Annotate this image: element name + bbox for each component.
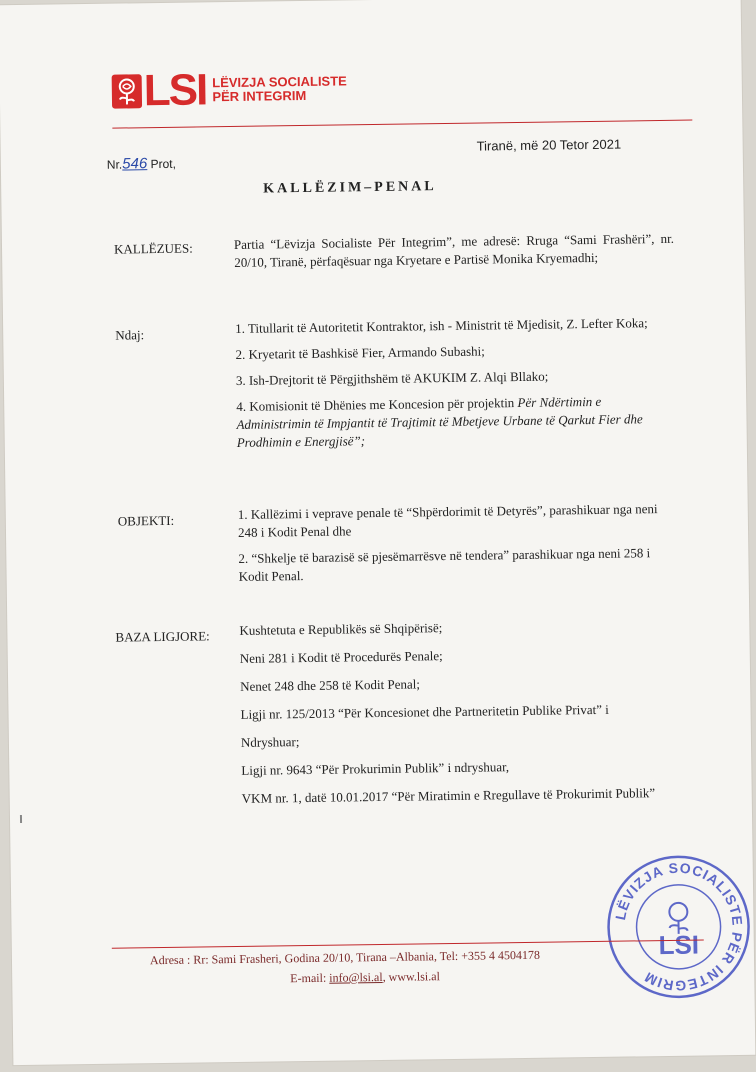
protocol-number [107, 155, 176, 173]
protocol-suffix: Prot, [147, 156, 177, 172]
logo-line-2: PËR INTEGRIM [212, 87, 307, 105]
ndaj-item-4 [236, 392, 677, 452]
baza-item-4a: Ligji nr. 125/2013 “Për Koncesionet dhe Partneritetin Publike Privat” i [240, 701, 609, 722]
lsi-stamp [605, 853, 753, 1001]
kallezues-paragraph: Partia “Lëvizja Socialiste Për Integrim”, me adresë: Rruga “Sami Frashëri”, nr. 20/10, Tiranë, përfaqësuar nga Kryetare e Partisë Monika Kryemadhi; [233, 230, 675, 270]
ndaj-item-3: 3. Ish-Drejtorit të Përgjithshëm të AKUKIM Z. Alqi Bllako; [235, 368, 549, 388]
logo-line-1: LËVIZJA SOCIALISTE [212, 73, 347, 91]
stamp-center-text: LSI [658, 929, 700, 961]
baza-item-4b: Ndryshuar; [240, 734, 300, 750]
baza-ligjore-list [239, 616, 682, 818]
baza-item-6: VKM nr. 1, datë 10.01.2017 “Për Miratimin e Rregullave të Prokurimit Publik” [241, 785, 656, 806]
objekti-list [238, 500, 679, 594]
objekti-label: OBJEKTI: [117, 512, 175, 529]
logo-text [212, 74, 347, 104]
protocol-prefix: Nr. [106, 157, 123, 172]
ndaj-item-1: 1. Titullarit të Autoritetit Kontraktor, ish - Ministrit të Mjedisit, Z. Lefter Koka; [235, 315, 648, 336]
logo-mark: LSI [143, 65, 207, 116]
baza-ligjore-label: BAZA LIGJORE: [115, 628, 210, 645]
objekti-item-1: 1. Kallëzimi i veprave penale të “Shpërdorimit të Detyrës”, parashikuar nga neni 248 i Kodit Penal dhe [237, 501, 658, 540]
objekti-item-2: 2. “Shkelje të barazisë së pjesëmarrësve në tendera” parashikuar nga neni 258 i Kodit Penal. [238, 545, 651, 584]
pen-mark [20, 815, 22, 823]
kallezues-text [234, 230, 675, 280]
footer-contact [290, 969, 440, 986]
rose-icon [112, 74, 142, 108]
ndaj-list [235, 314, 677, 460]
baza-item-1: Kushtetuta e Republikës së Shqipërisë; [239, 620, 443, 638]
ndaj-item-4-project: Për Ndërtimin e Administrimin të Impjantit të Trajtimit të Mbetjeve Urbane të Qarkut Fier dhe Prodhimin e Energjisë”; [236, 393, 643, 450]
footer-email-prefix: E-mail: [290, 970, 330, 986]
baza-item-5: Ligji nr. 9643 “Për Prokurimin Publik” i ndryshuar, [241, 759, 510, 778]
stamp-ring-text: LËVIZJA SOCIALISTE PËR INTEGRIM [611, 859, 746, 994]
footer-web: , www.lsi.al [382, 969, 440, 984]
baza-item-3: Nenet 248 dhe 258 të Kodit Penal; [240, 676, 421, 694]
document-title: KALLËZIM–PENAL [263, 179, 437, 197]
document-date: Tiranë, më 20 Tetor 2021 [476, 136, 622, 154]
lsi-logo [112, 65, 348, 116]
kallezues-label: KALLËZUES: [113, 240, 193, 257]
ndaj-item-4-prefix: 4. Komisionit të Dhënies me Koncesion për projektin [236, 395, 518, 414]
footer-address: Adresa : Rr: Sami Frasheri, Godina 20/10, Tirana –Albania, Tel: +355 4 4504178 [149, 947, 541, 968]
protocol-value: 546 [122, 155, 148, 173]
header-divider [112, 120, 692, 129]
ndaj-label: Ndaj: [115, 327, 145, 343]
baza-item-2: Neni 281 i Kodit të Procedurës Penale; [239, 648, 443, 666]
ndaj-item-2: 2. Kryetarit të Bashkisë Fier, Armando Subashi; [235, 343, 485, 362]
footer-email-link[interactable]: info@lsi.al [329, 969, 383, 985]
